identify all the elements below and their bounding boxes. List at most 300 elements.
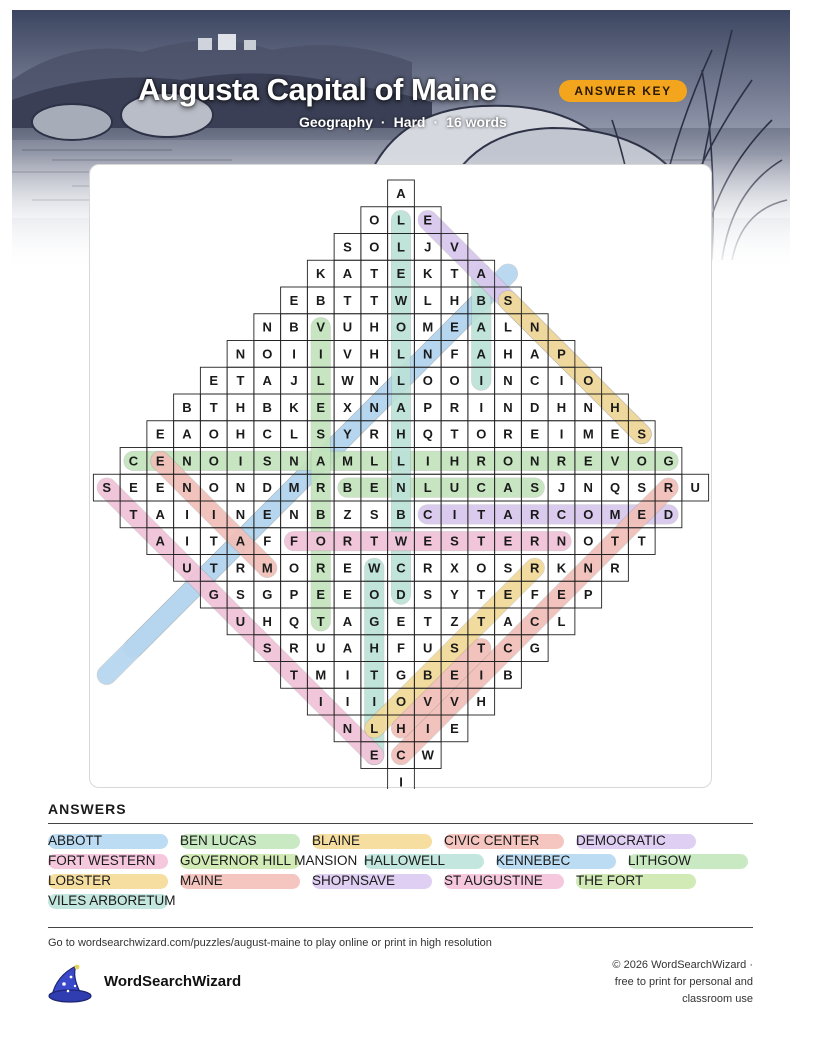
answer-word (180, 851, 357, 871)
grid-letter: B (503, 667, 513, 683)
grid-letter: K (316, 266, 326, 282)
grid-letter: E (316, 399, 326, 415)
copyright-text (533, 957, 753, 1008)
grid-letter: E (289, 292, 299, 308)
grid-letter: K (556, 560, 567, 576)
grid-letter: N (182, 453, 192, 469)
grid-letter: B (182, 399, 192, 415)
grid-letter: P (289, 587, 299, 603)
grid-letter: B (316, 292, 326, 308)
grid-letter: J (290, 373, 298, 389)
grid-letter: T (370, 667, 379, 683)
grid-letter: N (182, 480, 192, 496)
grid-letter: M (582, 426, 594, 442)
grid-letter: O (315, 533, 326, 549)
grid-letter: C (262, 426, 272, 442)
grid-letter: V (450, 694, 459, 710)
grid-letter: V (343, 346, 352, 362)
divider (48, 927, 753, 928)
grid-letter: R (503, 426, 513, 442)
grid-letter: A (503, 480, 513, 496)
grid-letter: G (529, 640, 540, 656)
grid-letter: E (450, 667, 459, 683)
grid-letter: N (342, 720, 353, 736)
grid-letter: H (369, 346, 379, 362)
grid-letter: A (342, 266, 353, 282)
grid-letter: N (235, 346, 246, 362)
grid-letter: H (235, 399, 246, 415)
grid-letter: L (397, 453, 405, 469)
grid-letter: D (663, 506, 674, 522)
grid-letter: T (423, 613, 432, 629)
copyright-line: classroom use (682, 993, 753, 1005)
grid-letter: O (395, 694, 407, 710)
grid-letter: B (396, 506, 406, 522)
grid-letter: S (423, 587, 433, 603)
grid-letter: T (370, 292, 379, 308)
answer-word (48, 851, 156, 871)
answer-label: ST AUGUSTINE (444, 873, 543, 888)
grid-letter: M (609, 506, 621, 522)
grid-letter: N (583, 480, 593, 496)
grid-letter: H (556, 399, 567, 415)
grid-letter: E (155, 480, 165, 496)
brand-name: WordSearchWizard (104, 973, 242, 990)
grid-letter: R (530, 560, 540, 576)
answer-word (576, 871, 643, 891)
grid-letter: A (262, 373, 272, 389)
grid-letter: M (261, 560, 273, 576)
grid-letter: A (155, 506, 165, 522)
grid-letter: O (476, 426, 487, 442)
answer-label: BEN LUCAS (180, 833, 257, 848)
grid-letter: I (292, 346, 296, 362)
grid-letter: G (208, 587, 219, 603)
grid-letter: F (263, 533, 272, 549)
grid-letter: U (423, 640, 433, 656)
grid-letter: A (476, 266, 486, 282)
grid-letter: H (396, 720, 406, 736)
grid-letter: R (289, 640, 299, 656)
grid-letter: T (209, 533, 218, 549)
grid-letter: T (290, 667, 298, 683)
answer-label: LITHGOW (628, 853, 691, 868)
grid-letter: R (449, 399, 460, 415)
grid-letter: S (450, 640, 459, 656)
copyright-line: free to print for personal and (614, 976, 753, 988)
grid-letter: O (288, 560, 300, 576)
grid-letter: K (289, 399, 299, 415)
grid-letter: T (236, 373, 245, 389)
grid-letter: R (530, 506, 540, 522)
grid-letter: X (450, 560, 459, 576)
grid-letter: T (343, 292, 352, 308)
footer-link-text[interactable]: Go to wordsearchwizard.com/puzzles/august-maine to play online or print in high resolution (48, 937, 492, 949)
grid-letter: A (235, 533, 246, 549)
answer-word (576, 831, 666, 851)
answer-word (628, 851, 691, 871)
grid-letter: F (450, 346, 459, 362)
grid-letter: E (155, 426, 165, 442)
grid-letter: O (208, 426, 219, 442)
grid-letter: E (396, 613, 406, 629)
grid-letter: A (396, 399, 406, 415)
grid-letter: Z (450, 613, 459, 629)
grid-letter: N (235, 480, 246, 496)
grid-letter: L (397, 346, 405, 362)
grid-letter: B (316, 506, 326, 522)
grid-letter: I (211, 506, 216, 522)
grid-letter: E (503, 533, 513, 549)
grid-letter: U (449, 480, 460, 496)
grid-letter: R (235, 560, 246, 576)
grid-letter: B (262, 399, 272, 415)
answer-label: BLAINE (312, 833, 361, 848)
grid-letter: R (342, 533, 353, 549)
grid-letter: Z (343, 506, 352, 522)
answer-list (48, 831, 768, 913)
grid-letter: N (503, 373, 513, 389)
grid-letter: I (345, 694, 350, 710)
grid-letter: E (155, 453, 165, 469)
grid-letter: E (450, 720, 459, 736)
grid-letter: D (530, 399, 540, 415)
answer-word (180, 831, 257, 851)
answer-word (48, 831, 102, 851)
grid-letter: H (235, 426, 246, 442)
grid-letter: I (372, 694, 377, 710)
answer-label: SHOPNSAVE (312, 873, 396, 888)
answer-label: ABBOTT (48, 833, 103, 848)
grid-letter: E (262, 506, 272, 522)
grid-letter: N (369, 399, 379, 415)
grid-letter: L (290, 426, 298, 442)
grid-letter: N (556, 533, 567, 549)
grid-letter: E (343, 560, 352, 576)
answer-word (444, 871, 543, 891)
grid-letter: R (476, 453, 486, 469)
grid-letter: E (423, 212, 433, 228)
grid-letter: L (370, 453, 379, 469)
answer-label: KENNEBEC (496, 853, 571, 868)
grid-letter: A (530, 346, 540, 362)
grid-letter: N (262, 319, 272, 335)
grid-letter: J (424, 239, 432, 255)
page-title: Augusta Capital of Maine (138, 72, 497, 107)
grid-letter: W (421, 747, 434, 763)
grid-letter: N (235, 506, 246, 522)
grid-letter: G (262, 587, 273, 603)
grid-letter: S (503, 560, 513, 576)
grid-letter: Y (343, 426, 352, 442)
grid-letter: W (368, 560, 381, 576)
grid-letter: H (476, 694, 486, 710)
grid-letter: Y (450, 587, 459, 603)
grid-letter: L (504, 319, 512, 335)
grid-letter: I (318, 694, 323, 710)
grid-letter: N (583, 560, 593, 576)
grid-letter: E (209, 373, 219, 389)
grid-letter: A (476, 346, 486, 362)
divider (48, 823, 753, 824)
grid-letter: E (423, 533, 433, 549)
grid-letter: U (690, 480, 700, 496)
grid-letter: R (610, 560, 620, 576)
grid-letter: O (422, 373, 433, 389)
grid-letter: S (637, 480, 647, 496)
grid-letter: I (185, 533, 189, 549)
grid-letter: U (235, 613, 246, 629)
grid-letter: H (369, 640, 379, 656)
grid-letter: B (423, 667, 433, 683)
grid-letter: V (423, 694, 433, 710)
grid-letter: P (583, 587, 593, 603)
grid-letter: A (155, 533, 165, 549)
grid-letter: A (316, 453, 326, 469)
grid-letter: C (530, 613, 540, 629)
grid-letter: C (503, 640, 513, 656)
grid-letter: T (477, 587, 486, 603)
grid-letter: O (449, 373, 460, 389)
grid-letter: T (477, 533, 486, 549)
grid-letter: N (503, 399, 513, 415)
grid-letter: U (316, 640, 326, 656)
grid-letter: D (396, 587, 406, 603)
grid-letter: S (316, 426, 326, 442)
grid-letter: U (182, 560, 192, 576)
grid-letter: L (557, 613, 566, 629)
answer-label: LOBSTER (48, 873, 112, 888)
grid-letter: L (397, 212, 405, 228)
grid-letter: M (315, 667, 327, 683)
grid-letter: W (394, 533, 408, 549)
grid-letter: G (663, 453, 674, 469)
grid-letter: H (610, 399, 620, 415)
grid-letter: I (452, 506, 457, 522)
grid-letter: W (341, 373, 354, 389)
grid-letter: C (476, 480, 486, 496)
grid-letter: H (503, 346, 513, 362)
grid-letter: P (557, 346, 566, 362)
grid-letter: O (262, 346, 273, 362)
grid-letter: I (559, 373, 564, 389)
grid-letter: F (290, 533, 298, 549)
grid-letter: M (342, 453, 353, 469)
grid-letter: H (396, 426, 406, 442)
grid-letter: I (318, 346, 323, 362)
grid-letter: I (425, 720, 430, 736)
answer-label: VILES ARBORETUM (48, 893, 176, 908)
grid-letter: S (450, 533, 459, 549)
answer-label: CIVIC CENTER (444, 833, 540, 848)
grid-letter: V (610, 453, 620, 469)
answer-word (48, 891, 176, 911)
grid-letter: I (479, 667, 484, 683)
grid-letter: C (556, 506, 567, 522)
grid-letter: A (342, 613, 353, 629)
answer-word (312, 871, 395, 891)
answer-label: GOVERNOR HILL MANSION (180, 853, 358, 868)
answer-label: FORT WESTERN (48, 853, 156, 868)
grid-letter: R (423, 560, 433, 576)
grid-letter: E (129, 480, 138, 496)
grid-letter: R (556, 453, 567, 469)
grid-letter: I (479, 399, 484, 415)
grid-letter: O (583, 506, 594, 522)
answer-label: THE FORT (576, 873, 644, 888)
grid-letter: A (476, 319, 486, 335)
grid-letter: S (637, 426, 647, 442)
puzzle-meta (299, 114, 507, 130)
grid-letter: E (316, 587, 326, 603)
grid-letter: O (636, 453, 647, 469)
grid-letter: T (450, 426, 459, 442)
grid-letter: E (343, 587, 352, 603)
grid-letter: R (316, 480, 326, 496)
meta-separator: · (380, 114, 386, 130)
grid-letter: M (288, 480, 300, 496)
grid-letter: E (637, 506, 647, 522)
grid-letter: P (423, 399, 433, 415)
grid-letter: I (559, 426, 564, 442)
grid-letter: L (397, 239, 405, 255)
answer-word (496, 851, 570, 871)
word-search-grid[interactable] (90, 165, 713, 789)
grid-letter: O (208, 453, 219, 469)
grid-letter: C (530, 373, 540, 389)
grid-letter: A (396, 185, 406, 201)
grid-letter: O (369, 587, 380, 603)
grid-letter: T (611, 533, 619, 549)
grid-letter: E (369, 480, 379, 496)
grid-letter: T (637, 533, 646, 549)
grid-letter: H (449, 292, 460, 308)
grid-letter: C (396, 747, 406, 763)
grid-letter: C (423, 506, 433, 522)
answer-label: MAINE (180, 873, 223, 888)
meta-separator: · (433, 114, 439, 130)
grid-letter: O (476, 560, 487, 576)
grid-letter: W (394, 292, 408, 308)
grid-letter: T (370, 266, 379, 282)
answer-key-badge: ANSWER KEY (559, 80, 687, 102)
answer-word (312, 831, 360, 851)
grid-letter: O (369, 239, 380, 255)
grid-letter: O (369, 212, 380, 228)
grid-letter: D (262, 480, 272, 496)
grid-letter: N (530, 319, 540, 335)
grid-letter: M (422, 319, 434, 335)
answer-word (364, 851, 445, 871)
grid-letter: E (557, 587, 566, 603)
grid-letter: T (477, 613, 486, 629)
grid-letter: J (557, 480, 566, 496)
difficulty-label: Hard (393, 114, 426, 130)
answer-word (444, 831, 539, 851)
grid-letter: Q (609, 480, 621, 496)
answers-heading: ANSWERS (48, 801, 127, 817)
answer-label: HALLOWELL (364, 853, 446, 868)
grid-letter: B (342, 480, 353, 496)
category-label: Geography (299, 114, 373, 130)
grid-letter: G (369, 613, 380, 629)
grid-letter: E (450, 319, 459, 335)
grid-letter: B (289, 319, 299, 335)
grid-letter: K (423, 266, 433, 282)
grid-letter: T (450, 266, 459, 282)
grid-letter: F (397, 640, 405, 656)
grid-letter: A (342, 640, 353, 656)
grid-letter: N (583, 399, 593, 415)
grid-letter: C (128, 453, 139, 469)
answer-label: DEMOCRATIC (576, 833, 666, 848)
grid-letter: N (289, 506, 299, 522)
word-count-label: 16 words (446, 114, 507, 130)
grid-letter: T (477, 506, 486, 522)
copyright-line: © 2026 WordSearchWizard · (612, 959, 753, 971)
wizard-hat-icon (46, 962, 94, 1004)
grid-letter: A (503, 506, 513, 522)
grid-letter: L (423, 480, 432, 496)
grid-letter: S (503, 292, 513, 308)
grid-letter: S (343, 239, 352, 255)
grid-letter: V (316, 319, 326, 335)
grid-letter: T (209, 560, 218, 576)
grid-letter: H (449, 453, 460, 469)
grid-letter: R (663, 480, 674, 496)
grid-letter: N (369, 373, 379, 389)
answer-word (180, 871, 223, 891)
grid-letter: R (316, 560, 326, 576)
grid-letter: O (208, 480, 219, 496)
grid-letter: L (397, 373, 405, 389)
grid-letter: G (395, 667, 407, 683)
grid-letter: E (396, 266, 406, 282)
grid-letter: E (610, 426, 620, 442)
grid-letter: S (530, 480, 540, 496)
grid-letter: R (369, 426, 379, 442)
answer-word (48, 871, 111, 891)
grid-letter: T (316, 613, 325, 629)
grid-letter: E (503, 587, 513, 603)
grid-letter: I (345, 667, 350, 683)
grid-letter: E (369, 747, 379, 763)
grid-letter: U (342, 319, 353, 335)
grid-letter: F (530, 587, 539, 603)
grid-letter: E (583, 453, 593, 469)
grid-letter: N (396, 480, 406, 496)
grid-letter: L (370, 720, 379, 736)
grid-letter: O (395, 319, 407, 335)
grid-letter: X (343, 399, 352, 415)
grid-letter: N (289, 453, 299, 469)
grid-letter: S (262, 640, 272, 656)
grid-letter: T (370, 533, 379, 549)
grid-letter: A (503, 613, 513, 629)
grid-letter: I (479, 373, 484, 389)
grid-letter: O (502, 453, 514, 469)
grid-letter: S (102, 480, 112, 496)
grid-letter: I (238, 453, 243, 469)
grid-letter: L (316, 373, 325, 389)
grid-letter: O (583, 533, 594, 549)
grid-letter: A (182, 426, 192, 442)
grid-letter: I (425, 453, 430, 469)
grid-letter: T (129, 506, 138, 522)
grid-letter: E (530, 426, 540, 442)
grid-letter: Q (288, 613, 300, 629)
grid-letter: N (423, 346, 433, 362)
